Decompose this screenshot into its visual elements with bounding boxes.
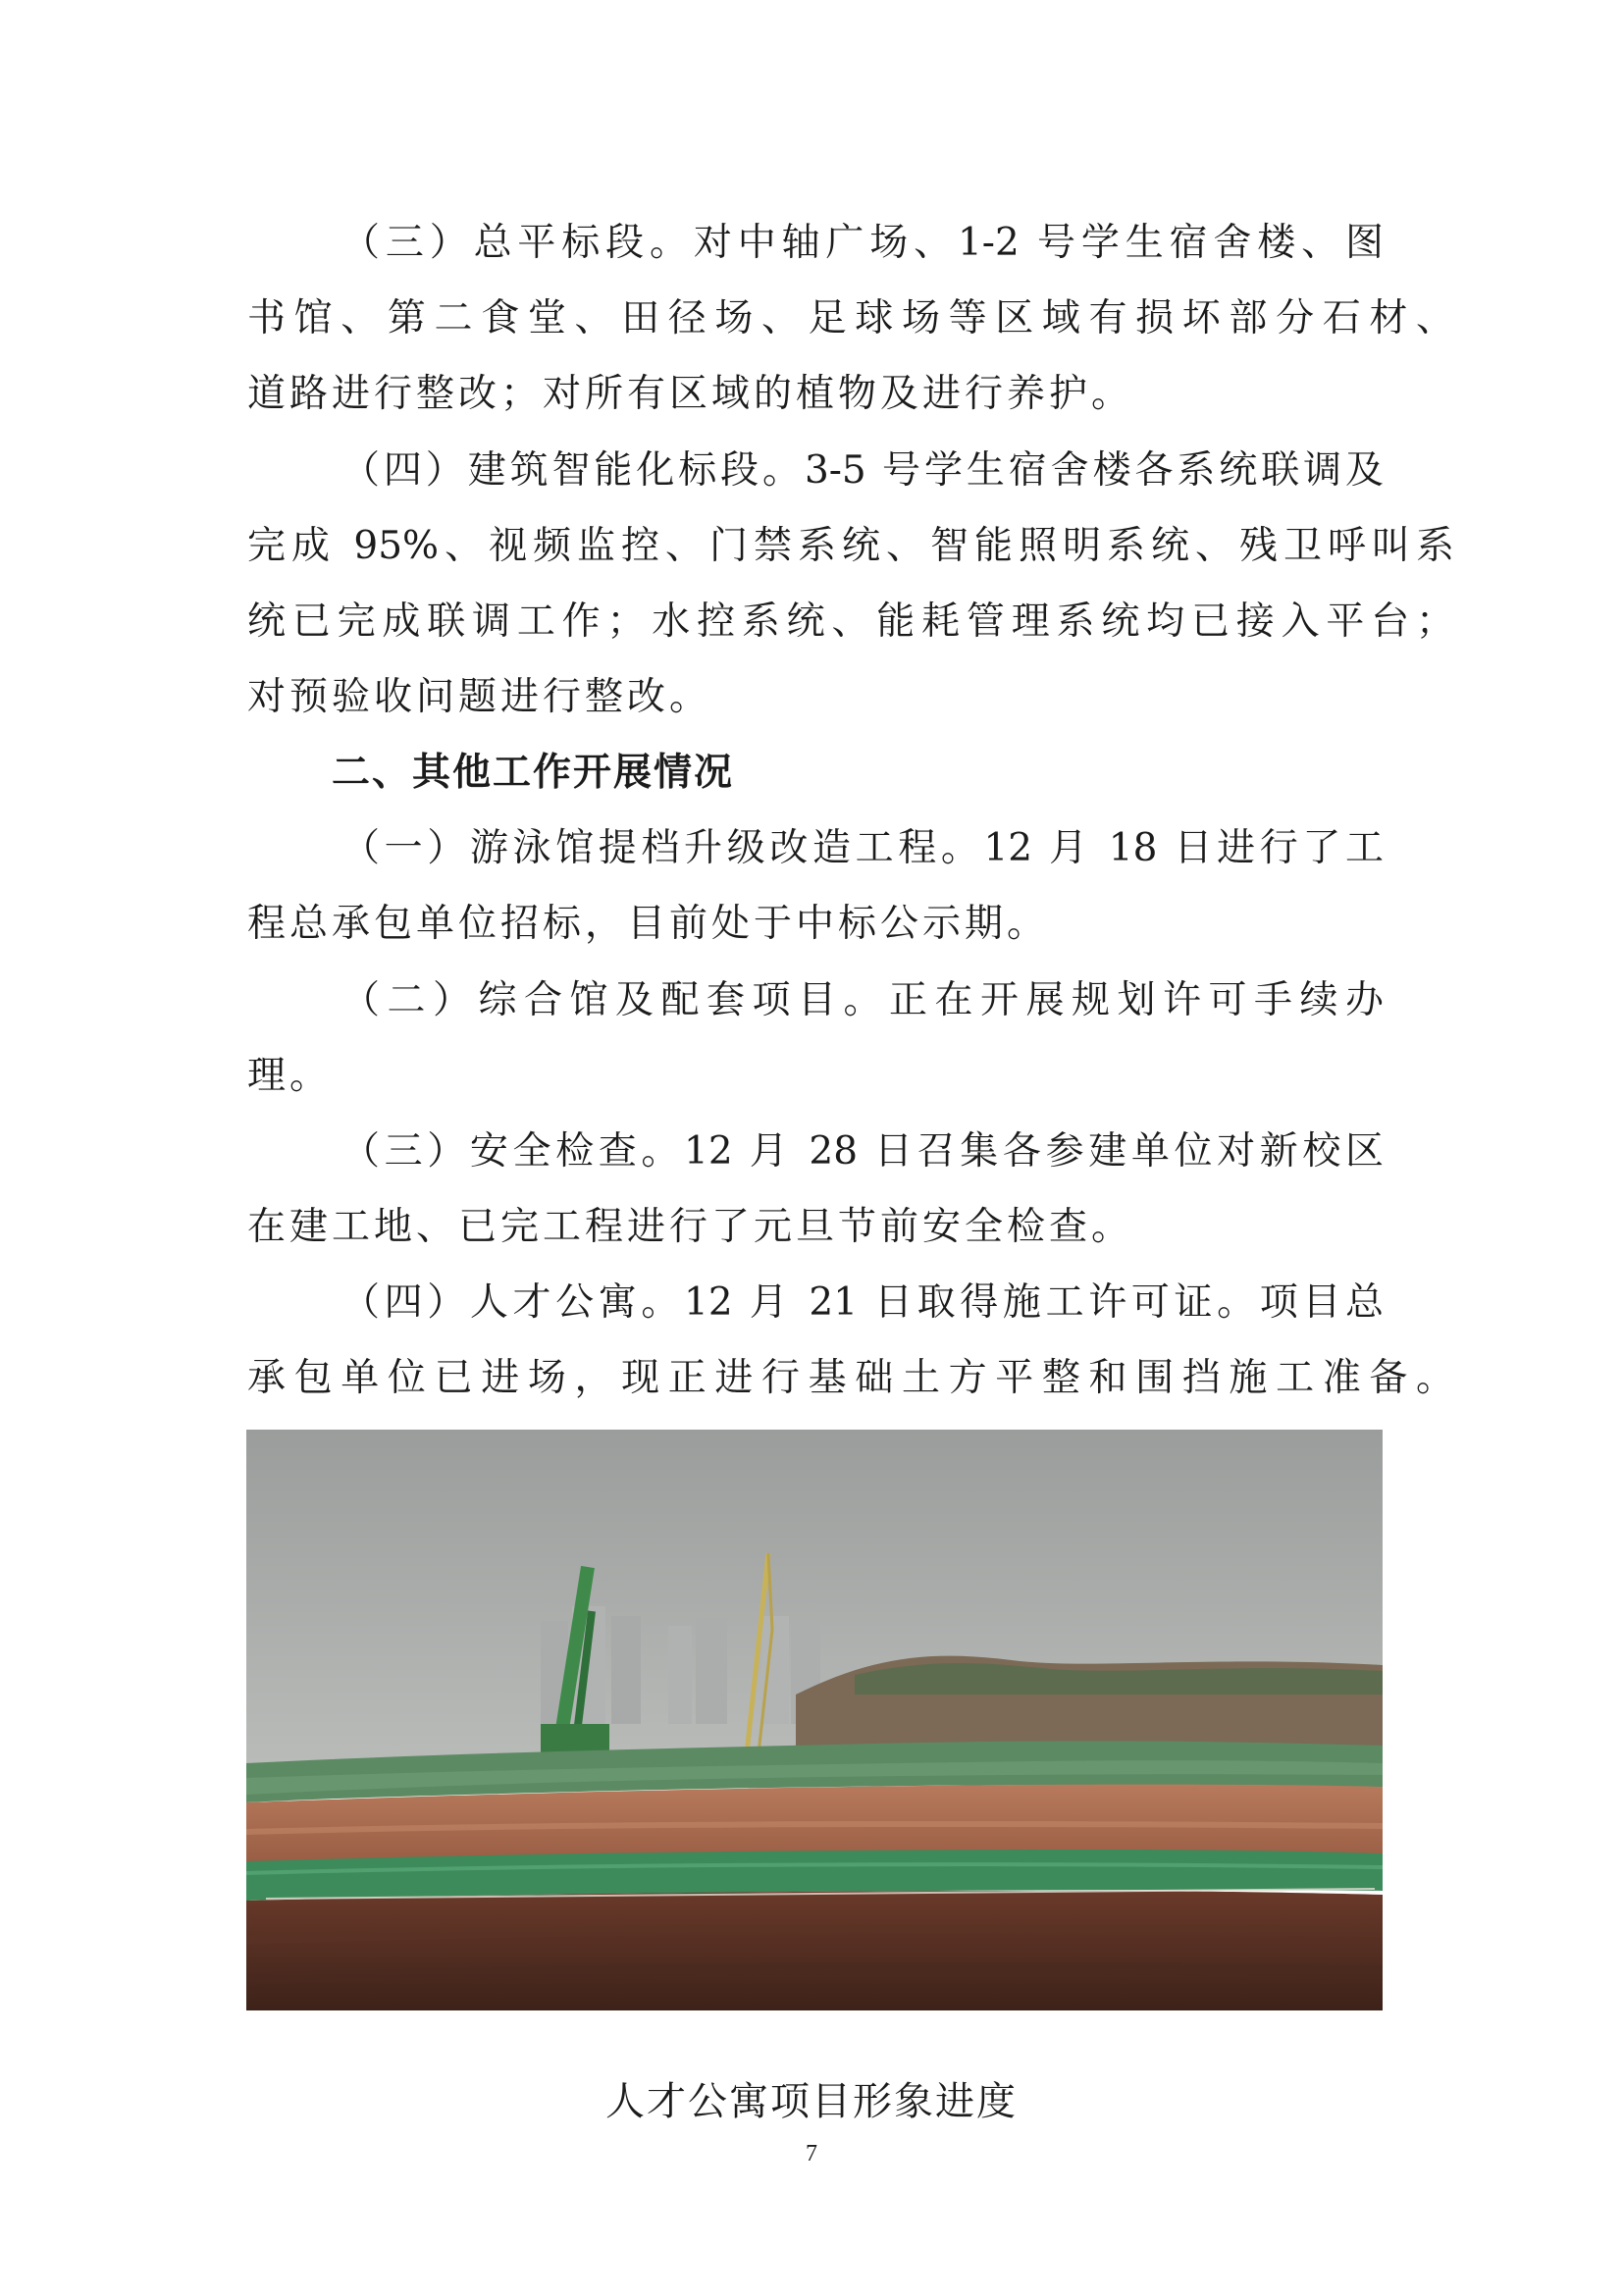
- paragraph-line: （一）游泳馆提档升级改造工程。12 月 18 日进行了工: [341, 826, 1384, 870]
- paragraph-line: （二）综合馆及配套项目。正在开展规划许可手续办: [341, 978, 1384, 1022]
- paragraph-line: 在建工地、已完工程进行了元旦节前安全检查。: [247, 1205, 1134, 1249]
- paragraph-line: 书馆、第二食堂、田径场、足球场等区域有损坏部分石材、: [247, 296, 1454, 340]
- paragraph-line: 对预验收问题进行整改。: [247, 675, 712, 719]
- paragraph-line: （三）安全检查。12 月 28 日召集各参建单位对新校区: [341, 1129, 1384, 1174]
- paragraph-line: （四）人才公寓。12 月 21 日取得施工许可证。项目总: [341, 1280, 1384, 1325]
- paragraph-line: 承包单位已进场，现正进行基础土方平整和围挡施工准备。: [247, 1356, 1454, 1400]
- paragraph-line: （三）总平标段。对中轴广场、1-2 号学生宿舍楼、图: [341, 221, 1384, 265]
- paragraph-line: 统已完成联调工作；水控系统、能耗管理系统均已接入平台；: [247, 600, 1454, 644]
- paragraph-line: 理。: [247, 1054, 333, 1098]
- paragraph-line: （四）建筑智能化标段。3-5 号学生宿舍楼各系统联调及: [341, 448, 1384, 493]
- paragraph-line: 道路进行整改；对所有区域的植物及进行养护。: [247, 372, 1134, 416]
- figure-caption: 人才公寓项目形象进度: [605, 2079, 1018, 2124]
- paragraph-line: 完成 95%、视频监控、门禁系统、智能照明系统、残卫呼叫系: [247, 524, 1454, 568]
- page-number: 7: [806, 2141, 817, 2166]
- paragraph-line: 程总承包单位招标，目前处于中标公示期。: [247, 902, 1050, 946]
- section-heading: 二、其他工作开展情况: [332, 751, 735, 795]
- construction-site-photo: [246, 1430, 1383, 2010]
